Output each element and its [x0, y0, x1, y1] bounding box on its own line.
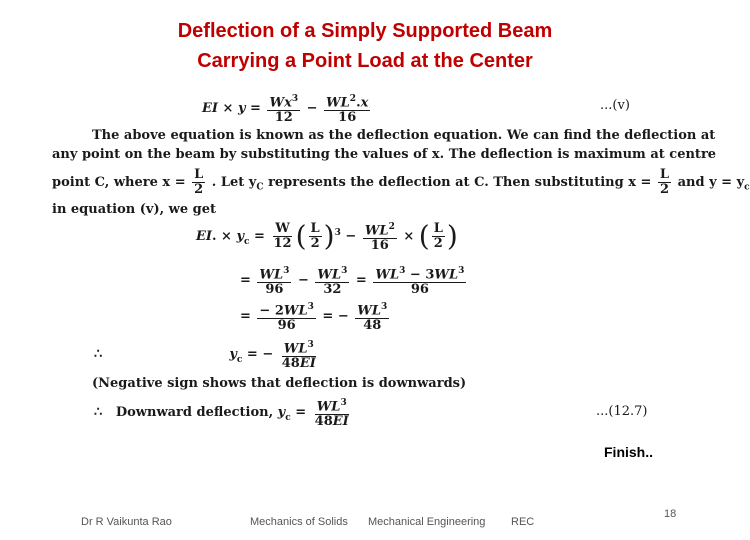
- equation-v: EI × y = $\frac{Wx^3}{12}$ − $\frac{WL^2.x}{16}$: [202, 94, 369, 126]
- paragraph-line-2: any point on the beam by substituting the values of x. The deflection is maximum at centre: [52, 147, 717, 162]
- equation-yc: ∴ $y_c$ = − $\frac{WL^3}{48EI}$: [94, 340, 316, 372]
- equation-substitution: EI. × $y_c$ = $\frac{W}{12}$ ( $\frac{L}{2}$ )$^3$ − $\frac{WL^2}{16}$ × ( $\frac{L}{2}$ ): [196, 219, 458, 254]
- downward-deflection-equation: ∴ Downward deflection, $y_c$ = $\frac{WL^3}{48EI}$: [94, 398, 349, 430]
- negative-sign-note: (Negative sign shows that deflection is downwards): [92, 376, 467, 391]
- title-line-1: Deflection of a Simply Supported Beam: [177, 20, 553, 42]
- footer-department: Mechanical Engineering: [368, 516, 486, 528]
- footer-subject: Mechanics of Solids: [250, 516, 348, 528]
- footer-author: Dr R Vaikunta Rao: [81, 516, 172, 528]
- equation-12-7-tag: ...(12.7): [596, 404, 648, 419]
- equation-v-tag: ...(v): [600, 98, 630, 113]
- paragraph-line-1: The above equation is known as the deflection equation. We can find the deflection at: [92, 128, 716, 143]
- scanned-textbook-excerpt: [52, 88, 750, 430]
- title-line-2: Carrying a Point Load at the Center: [197, 50, 533, 72]
- equation-step-2: = $\frac{WL^3}{96}$ − $\frac{WL^3}{32}$ = $\frac{WL^3 - 3WL^3}{96}$: [240, 266, 465, 298]
- paragraph-line-3: point C, where x = $\frac{L}{2}$ . Let $y_C$ represents the deflection at C. Then substituting x = $\frac{L}{2}$ and $y = y_c$: [52, 167, 750, 197]
- paragraph-line-4: in equation (v), we get: [52, 202, 217, 217]
- footer-institute: REC: [511, 516, 535, 528]
- slide-title: [0, 16, 730, 76]
- page-number: 18: [664, 508, 677, 520]
- finish-label: Finish..: [604, 444, 653, 460]
- equation-step-3: = $\frac{- 2WL^3}{96}$ = − $\frac{WL^3}{48}$: [240, 302, 388, 334]
